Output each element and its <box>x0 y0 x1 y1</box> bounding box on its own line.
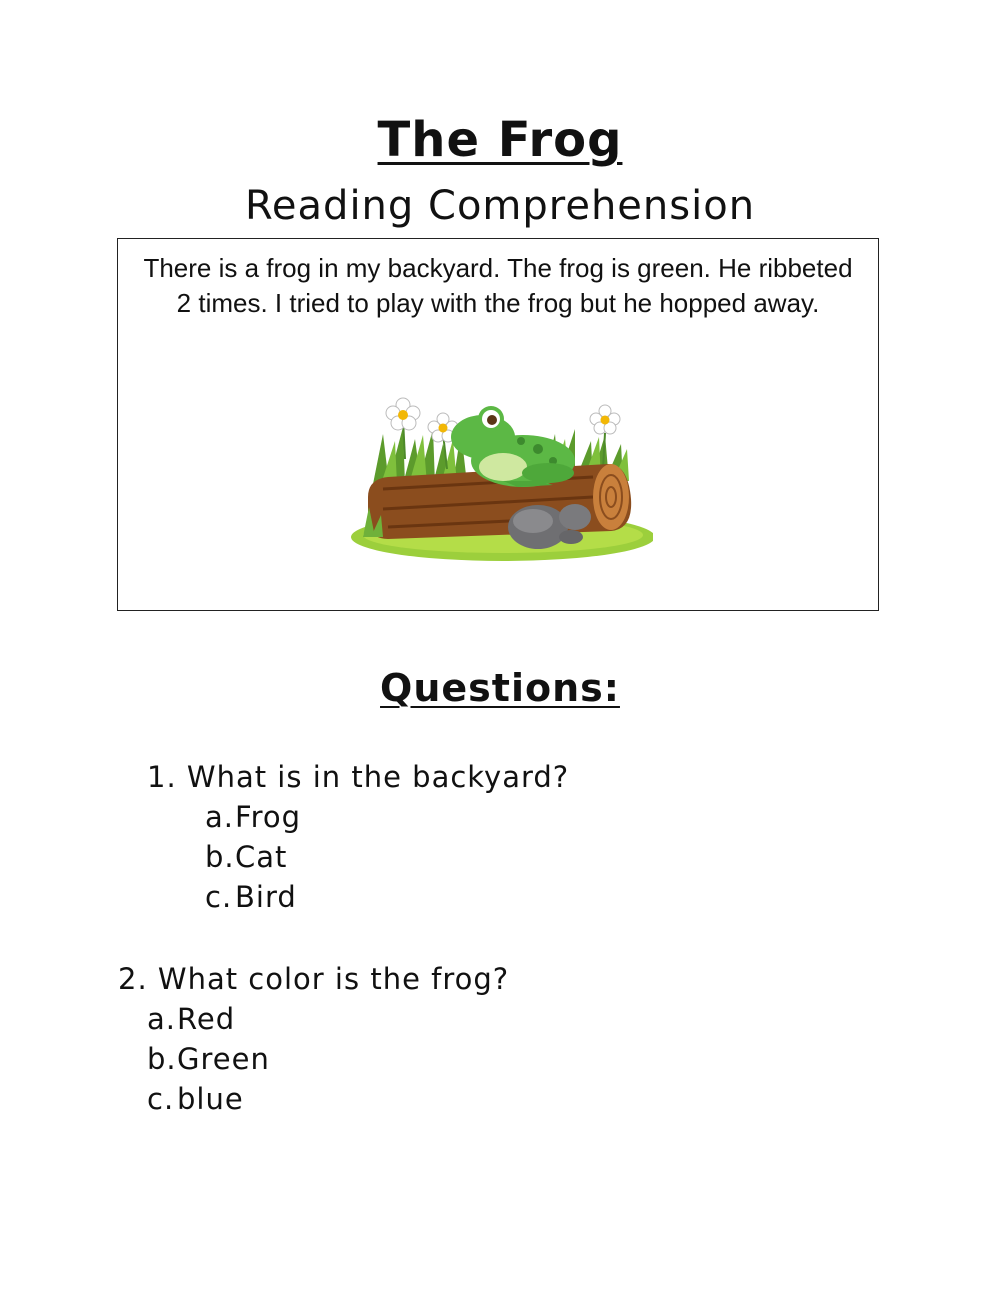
answer-option[interactable] <box>205 880 297 914</box>
answer-option[interactable] <box>147 1082 244 1116</box>
page-title-text: The Frog <box>377 112 623 168</box>
question-text: What color is the frog? <box>157 962 510 996</box>
question-1 <box>147 760 569 794</box>
question-2 <box>118 962 509 996</box>
option-letter: a. <box>205 800 234 834</box>
question-number: 2. <box>118 962 148 996</box>
option-text: Cat <box>235 840 288 874</box>
question-number: 1. <box>147 760 177 794</box>
option-letter: b. <box>147 1042 177 1076</box>
option-text: Green <box>177 1042 270 1076</box>
option-text: Frog <box>235 800 302 834</box>
page-title <box>0 112 1000 168</box>
answer-option[interactable] <box>147 1042 270 1076</box>
passage-box <box>117 238 879 611</box>
page-subtitle: Reading Comprehension <box>244 183 756 229</box>
option-letter: b. <box>205 840 235 874</box>
answer-option[interactable] <box>205 840 287 874</box>
questions-heading-text: Questions: <box>380 666 620 710</box>
answer-option[interactable] <box>205 800 301 834</box>
frog-on-log-illustration <box>343 389 653 564</box>
option-text: Bird <box>235 880 297 914</box>
questions-heading <box>0 666 1000 710</box>
option-text: Red <box>177 1002 236 1036</box>
answer-option[interactable] <box>147 1002 235 1036</box>
question-text: What is in the backyard? <box>186 760 570 794</box>
passage-text: There is a frog in my backyard. The frog is green. He ribbeted 2 times. I tried to play with the frog but he hopped away. <box>143 253 853 318</box>
option-letter: c. <box>205 880 233 914</box>
option-letter: a. <box>147 1002 176 1036</box>
option-letter: c. <box>147 1082 175 1116</box>
option-text: blue <box>177 1082 244 1116</box>
